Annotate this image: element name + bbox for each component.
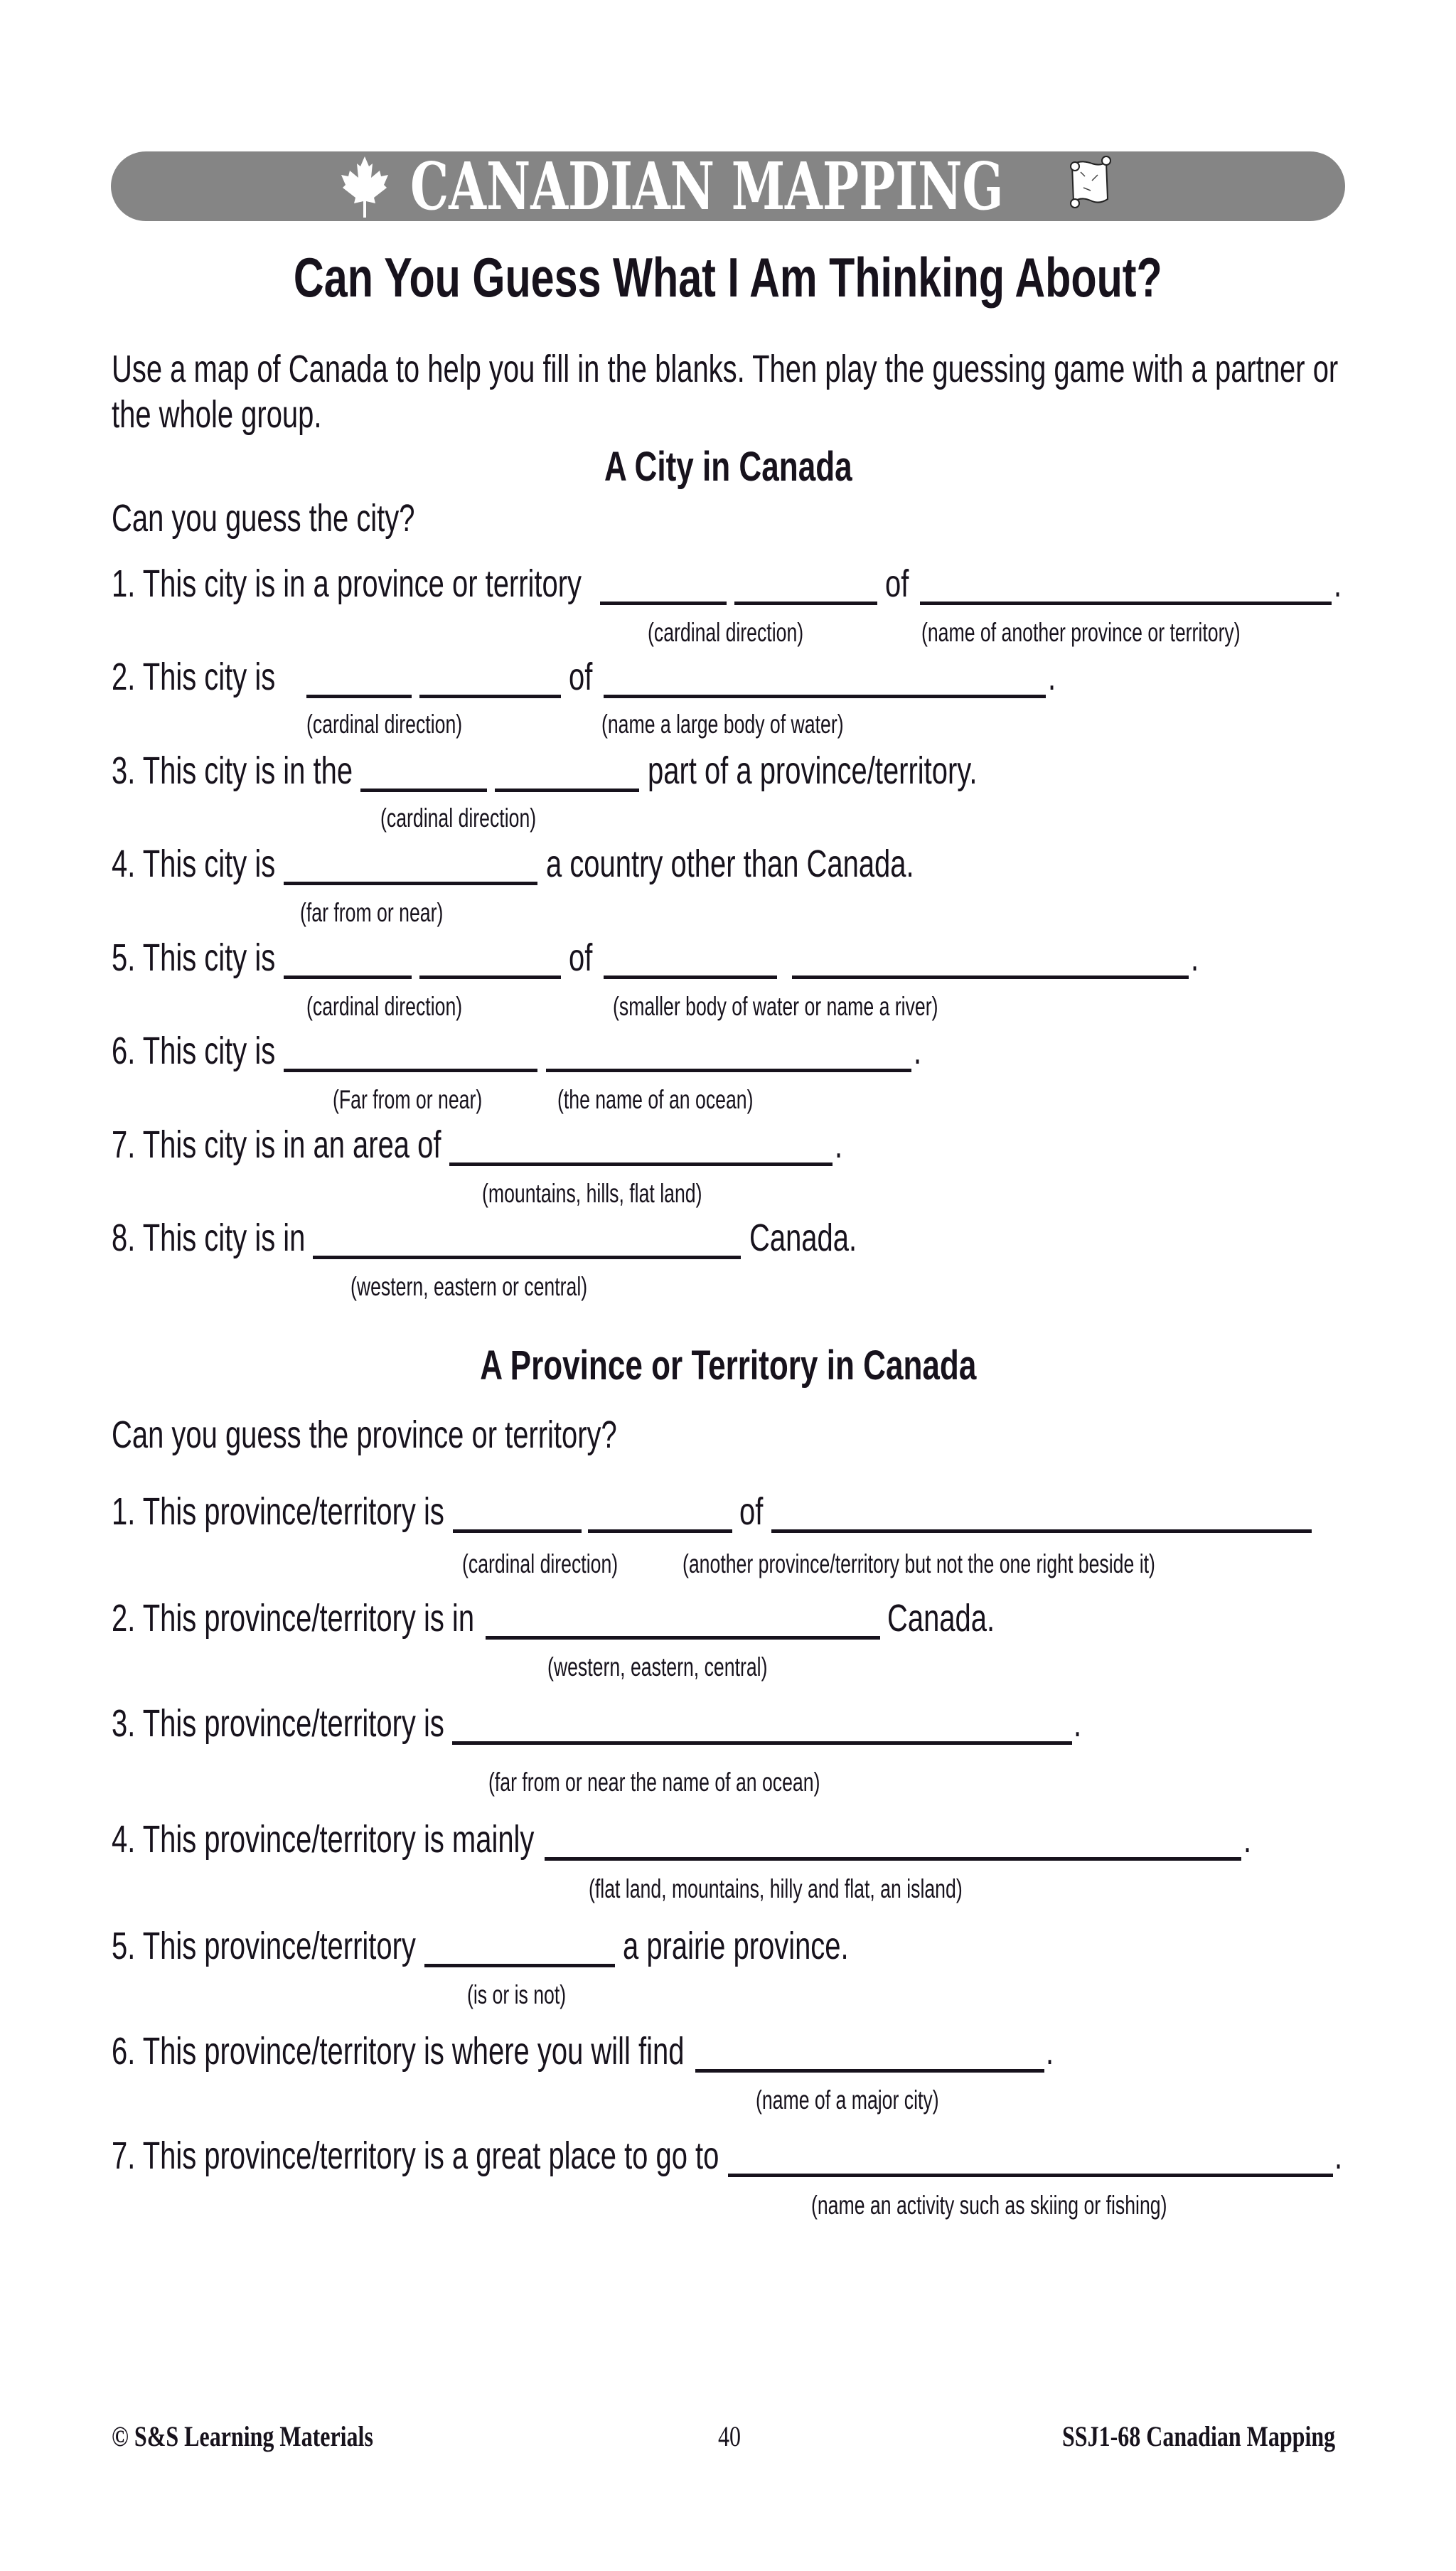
item-text: . bbox=[835, 1123, 843, 1166]
province-4-blank-terrain[interactable] bbox=[545, 1857, 1241, 1861]
city-1-hint-1 bbox=[648, 618, 864, 648]
province-1-blank-other[interactable] bbox=[771, 1529, 1312, 1533]
province-5-hint-1 bbox=[467, 1980, 604, 2010]
city-8-blank-region[interactable] bbox=[313, 1256, 741, 1259]
city-item-3-rest bbox=[648, 749, 1093, 792]
province-3-blank-ocean[interactable] bbox=[452, 1741, 1072, 1745]
hint-text: (name of a major city) bbox=[756, 2085, 939, 2115]
hint-text: (far from or near the name of an ocean) bbox=[488, 1768, 820, 1797]
city-2-hint-2 bbox=[601, 710, 938, 739]
item-text: . bbox=[914, 1030, 922, 1072]
province-item-7-period bbox=[1334, 2134, 1345, 2177]
hint-text: (cardinal direction) bbox=[306, 992, 463, 1021]
city-item-8-rest bbox=[749, 1217, 894, 1259]
city-2-blank-direction-b[interactable] bbox=[419, 695, 561, 698]
province-item-2-text bbox=[112, 1597, 601, 1640]
item-text: 4. This province/territory is mainly bbox=[112, 1818, 535, 1861]
province-2-hint-1 bbox=[547, 1652, 853, 1682]
province-item-2-rest bbox=[887, 1597, 1032, 1640]
item-text: 5. This city is bbox=[112, 936, 276, 979]
map-scroll-icon bbox=[1066, 155, 1113, 212]
city-1-blank-province[interactable] bbox=[920, 602, 1332, 605]
city-item-2-period bbox=[1048, 656, 1059, 698]
prompt-text: Can you guess the city? bbox=[112, 497, 415, 540]
item-text: part of a province/territory. bbox=[648, 749, 978, 792]
item-text: of bbox=[885, 562, 909, 605]
hint-text: (flat land, mountains, hilly and flat, an island) bbox=[589, 1874, 963, 1903]
item-text: 6. This province/territory is where you will find bbox=[112, 2030, 685, 2073]
province-1-blank-direction-b[interactable] bbox=[588, 1529, 732, 1533]
footer-text: © S&S Learning Materials bbox=[112, 2420, 373, 2452]
item-text: 1. This city is in a province or territory bbox=[112, 562, 582, 605]
item-text: . bbox=[1046, 2030, 1054, 2073]
hint-text: (another province/territory but not the one right beside it) bbox=[682, 1549, 1155, 1578]
province-item-6-period bbox=[1046, 2030, 1056, 2073]
hint-text: (smaller body of water or name a river) bbox=[613, 992, 938, 1021]
footer-text: SSJ1-68 Canadian Mapping bbox=[1062, 2420, 1336, 2452]
city-item-6-text bbox=[112, 1030, 333, 1072]
province-item-3-period bbox=[1074, 1702, 1084, 1745]
city-prompt bbox=[112, 497, 521, 540]
province-prompt bbox=[112, 1413, 794, 1456]
city-item-6-period bbox=[914, 1030, 924, 1072]
item-text: . bbox=[1074, 1702, 1082, 1745]
city-8-hint-1 bbox=[350, 1272, 680, 1302]
province-6-hint-1 bbox=[756, 2085, 1010, 2115]
item-text: of bbox=[569, 936, 593, 979]
province-item-3-text bbox=[112, 1702, 561, 1745]
city-7-hint-1 bbox=[482, 1179, 788, 1209]
city-item-8-text bbox=[112, 1217, 373, 1259]
city-item-5-of bbox=[569, 936, 601, 979]
hint-text: (cardinal direction) bbox=[462, 1549, 619, 1578]
province-section-heading: A Province or Territory in Canada bbox=[479, 1342, 977, 1389]
city-item-5-text bbox=[112, 936, 333, 979]
intro-text: the whole group. bbox=[112, 393, 322, 436]
hint-text: (mountains, hills, flat land) bbox=[482, 1179, 702, 1208]
item-text: . bbox=[1048, 656, 1056, 698]
intro-text: Use a map of Canada to help you fill in the blanks. Then play the guessing game with a partner or bbox=[112, 348, 1339, 390]
maple-leaf-icon bbox=[341, 156, 388, 218]
province-item-7-text bbox=[112, 2134, 933, 2177]
city-item-1-of bbox=[885, 562, 917, 605]
city-2-hint-1 bbox=[306, 710, 523, 739]
item-text: Canada. bbox=[887, 1597, 995, 1640]
city-6-hint-1 bbox=[333, 1085, 540, 1115]
city-6-blank-ocean[interactable] bbox=[546, 1069, 911, 1072]
province-1-hint-1 bbox=[462, 1549, 678, 1579]
banner-title: CANADIAN MAPPING bbox=[410, 148, 1004, 225]
city-item-5-period bbox=[1191, 936, 1201, 979]
city-5-hint-2 bbox=[613, 992, 1064, 1022]
province-item-4-period bbox=[1243, 1818, 1254, 1861]
city-item-2-text bbox=[112, 656, 333, 698]
city-3-blank-direction-a[interactable] bbox=[360, 789, 487, 792]
province-item-4-text bbox=[112, 1818, 682, 1861]
item-text: 6. This city is bbox=[112, 1030, 276, 1072]
footer-series bbox=[1062, 2421, 1403, 2452]
city-2-blank-direction-a[interactable] bbox=[306, 695, 412, 698]
hint-text: (is or is not) bbox=[467, 1980, 567, 2009]
city-item-4-rest bbox=[546, 843, 1043, 885]
hint-text: (western, eastern, central) bbox=[547, 1652, 768, 1682]
city-item-2-of bbox=[569, 656, 601, 698]
city-item-1-text bbox=[112, 562, 746, 605]
province-item-5-rest bbox=[623, 1925, 928, 1967]
item-text: 5. This province/territory bbox=[112, 1925, 416, 1967]
city-7-blank-terrain[interactable] bbox=[449, 1162, 833, 1166]
city-5-hint-1 bbox=[306, 992, 523, 1022]
hint-text: (the name of an ocean) bbox=[557, 1085, 754, 1114]
intro-line-1 bbox=[112, 348, 1456, 390]
city-4-blank-distance[interactable] bbox=[284, 882, 537, 885]
item-text: . bbox=[1334, 562, 1342, 605]
city-5-blank-direction-a[interactable] bbox=[284, 976, 412, 979]
province-item-5-text bbox=[112, 1925, 523, 1967]
province-2-blank-region[interactable] bbox=[486, 1636, 880, 1640]
hint-text: (name of another province or territory) bbox=[921, 618, 1241, 647]
item-text: . bbox=[1334, 2134, 1343, 2177]
city-6-hint-2 bbox=[557, 1085, 830, 1115]
item-text: 3. This city is in the bbox=[112, 749, 353, 792]
item-text: 2. This city is bbox=[112, 656, 276, 698]
item-text: . bbox=[1191, 936, 1199, 979]
province-4-hint-1 bbox=[589, 1874, 1108, 1904]
province-item-6-text bbox=[112, 2030, 885, 2073]
province-5-blank-prairie[interactable] bbox=[424, 1964, 615, 1967]
province-section-heading-wrap bbox=[0, 1343, 1456, 1389]
city-item-3-text bbox=[112, 749, 437, 792]
city-3-blank-direction-b[interactable] bbox=[495, 789, 639, 792]
province-item-1-of bbox=[739, 1490, 771, 1533]
city-item-4-text bbox=[112, 843, 333, 885]
hint-text: (cardinal direction) bbox=[380, 803, 537, 833]
province-item-1-text bbox=[112, 1490, 561, 1533]
city-item-7-text bbox=[112, 1123, 557, 1166]
item-text: 1. This province/territory is bbox=[112, 1490, 444, 1533]
intro-line-2 bbox=[112, 393, 395, 436]
page-number: 40 bbox=[718, 2420, 741, 2452]
province-1-blank-direction-a[interactable] bbox=[453, 1529, 582, 1533]
province-7-blank-activity[interactable] bbox=[728, 2174, 1333, 2177]
footer-page-number bbox=[718, 2421, 746, 2452]
province-6-blank-city[interactable] bbox=[695, 2069, 1044, 2073]
hint-text: (western, eastern or central) bbox=[350, 1272, 588, 1301]
city-5-blank-water-b[interactable] bbox=[792, 976, 1189, 979]
item-text: 4. This city is bbox=[112, 843, 276, 885]
city-3-hint-1 bbox=[380, 803, 596, 833]
city-1-blank-direction-b[interactable] bbox=[734, 602, 877, 605]
city-section-heading-wrap bbox=[0, 444, 1456, 490]
city-5-blank-direction-b[interactable] bbox=[419, 976, 561, 979]
city-item-1-period bbox=[1334, 562, 1344, 605]
city-1-hint-2 bbox=[921, 618, 1364, 648]
item-text: Canada. bbox=[749, 1217, 857, 1259]
page-title: Can You Guess What I Am Thinking About? bbox=[294, 246, 1162, 309]
hint-text: (Far from or near) bbox=[333, 1085, 483, 1114]
city-1-blank-direction-a[interactable] bbox=[600, 602, 727, 605]
province-3-hint-1 bbox=[488, 1768, 949, 1797]
item-text: 8. This city is in bbox=[112, 1217, 306, 1259]
item-text: a prairie province. bbox=[623, 1925, 849, 1967]
page-title-wrap bbox=[0, 247, 1456, 307]
item-text: 3. This province/territory is bbox=[112, 1702, 444, 1745]
city-4-hint-1 bbox=[300, 898, 499, 928]
city-section-heading: A City in Canada bbox=[604, 444, 852, 490]
item-text: of bbox=[739, 1490, 764, 1533]
province-7-hint-1 bbox=[811, 2191, 1305, 2220]
item-text: . bbox=[1243, 1818, 1252, 1861]
item-text: of bbox=[569, 656, 593, 698]
prompt-text: Can you guess the province or territory? bbox=[112, 1413, 617, 1456]
hint-text: (name an activity such as skiing or fishing) bbox=[811, 2191, 1167, 2220]
item-text: a country other than Canada. bbox=[546, 843, 914, 885]
item-text: 2. This province/territory is in bbox=[112, 1597, 475, 1640]
hint-text: (name a large body of water) bbox=[601, 710, 844, 739]
province-1-hint-2 bbox=[682, 1549, 1339, 1579]
hint-text: (cardinal direction) bbox=[306, 710, 463, 739]
city-5-blank-water-a[interactable] bbox=[604, 976, 777, 979]
footer-copyright bbox=[112, 2421, 439, 2452]
item-text: 7. This city is in an area of bbox=[112, 1123, 441, 1166]
hint-text: (cardinal direction) bbox=[648, 618, 804, 647]
city-item-7-period bbox=[835, 1123, 845, 1166]
item-text: 7. This province/territory is a great place to go to bbox=[112, 2134, 719, 2177]
hint-text: (far from or near) bbox=[300, 898, 444, 927]
city-6-blank-distance[interactable] bbox=[284, 1069, 537, 1072]
city-2-blank-water[interactable] bbox=[604, 695, 1046, 698]
